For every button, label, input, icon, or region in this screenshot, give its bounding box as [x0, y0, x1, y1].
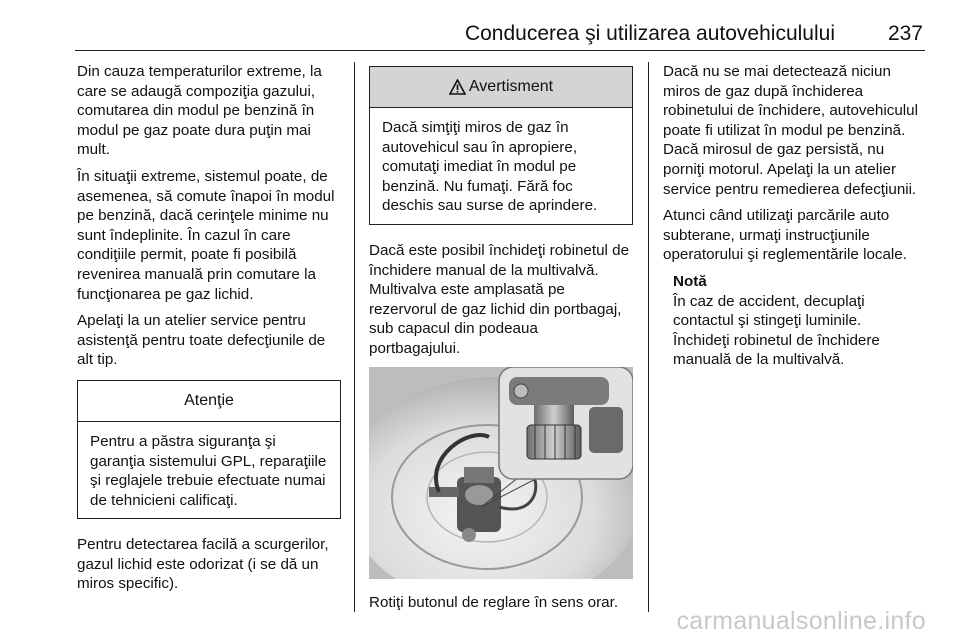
page-header [75, 0, 925, 51]
warning-box [369, 66, 633, 225]
paragraph: Din cauza temperaturilor extreme, la care se adaugă compoziţia gazului, comutarea din modul pe benzină în modul pe gaz poate dura puţin mai mult. [77, 63, 322, 159]
paragraph: În situaţii extreme, sistemul poate, de asemenea, să comute înapoi în modul pe benzină, dacă cerinţele minime nu sunt îndeplinite. În cazul în care condiţiile permit, poate fi posibilă revenirea manuală prin comutare la funcţionarea pe gaz lichid. [77, 167, 335, 303]
paragraph: Apelaţi la un atelier service pentru asistenţă pentru toate defecţiunile de alt tip. [77, 312, 326, 369]
caution-box [77, 380, 341, 519]
caution-title: Atenţie [78, 381, 340, 422]
page-number: 237 [887, 22, 923, 45]
warning-title: Avertisment [468, 78, 554, 96]
column-3 [663, 62, 927, 370]
header-title: Conducerea şi utilizarea autovehiculului [464, 22, 835, 45]
column-divider [354, 62, 355, 612]
paragraph: Dacă nu se mai detectează niciun miros de gaz după închiderea robinetului de închidere, autovehiculul poate fi utilizat în modul pe benzină. Dacă mirosul de gaz persistă, nu porniţi motorul. Apelaţi la un atelier service pentru remedierea defecţiunii. [663, 63, 918, 198]
column-2 [369, 62, 633, 619]
paragraph: Dacă este posibil închideţi robinetul de închidere manual de la multivalvă. Multivalva este amplasată pe rezervorul de gaz lichid din portbagaj, sub capacul din podeaua portbagajului. [369, 241, 630, 357]
warning-header [370, 67, 632, 108]
caution-body: Pentru a păstra siguranţa şi garanţia sistemului GPL, reparaţiile şi reglajele trebuie efectuate numai de tehnicieni calificaţi. [90, 432, 327, 509]
paragraph: Pentru detectarea facilă a scurgerilor, gazul lichid este odorizat (i se dă un miros specific). [77, 536, 329, 593]
column-divider [648, 62, 649, 612]
paragraph: Atunci când utilizaţi parcările auto subterane, urmaţi instrucţiunile operatorului şi reglementările locale. [663, 207, 907, 264]
note-title: Notă [673, 272, 707, 290]
watermark: carmanualsonline.info [676, 607, 926, 635]
warning-triangle-icon [449, 79, 466, 95]
figure-caption: Rotiţi butonul de reglare în sens orar. [369, 593, 619, 611]
multivalve-illustration [369, 367, 633, 579]
warning-body: Dacă simţiţi miros de gaz în autovehicul sau în apropiere, comutaţi imediat în modul pe benzină. Nu fumaţi. Fără foc deschis sau surse de aprindere. [382, 119, 598, 215]
note-text: În caz de accident, decuplaţi contactul şi stingeţi luminile. [673, 292, 865, 330]
note-text: Închideţi robinetul de închidere manuală de la multivalvă. [673, 331, 880, 369]
note-box [673, 272, 927, 370]
column-1 [77, 62, 341, 601]
